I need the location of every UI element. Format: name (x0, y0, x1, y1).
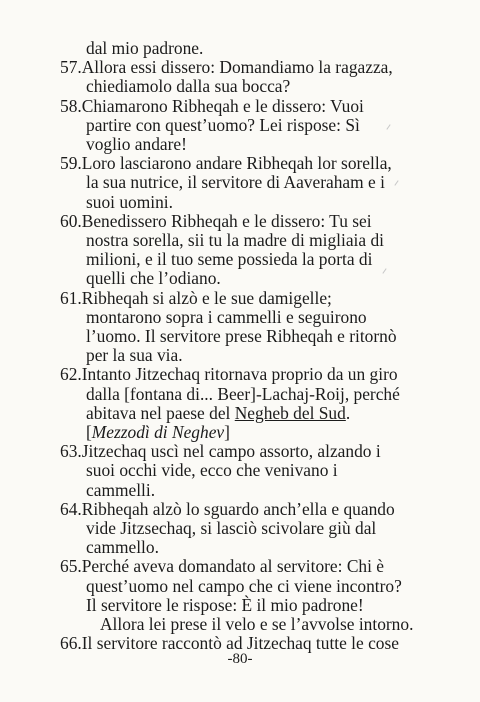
text-line: chiediamolo dalla sua bocca? (86, 76, 291, 97)
text-line: vide Jitzsechaq, si lasciò scivolare giù dal (86, 518, 377, 538)
verse-59: 59.Loro lasciarono andare Ribheqah lor sorella, (60, 153, 392, 174)
text-line (86, 403, 350, 423)
paper-speck (382, 268, 386, 273)
verse-60: 60.Benedissero Ribheqah e le dissero: Tu sei (60, 210, 372, 231)
verse-57: 57.Allora essi dissero: Domandiamo la ragazza, (60, 57, 393, 78)
page-number: -80- (227, 651, 253, 668)
text-line: cammelli. (86, 479, 156, 500)
verse-65: 65.Perché aveva domandato al servitore: Chi è (60, 556, 385, 577)
verse-58: 58.Chiamarono Ribheqah e le dissero: Vuoi (60, 95, 364, 116)
text-line: suoi occhi vide, ecco che venivano i (86, 460, 338, 481)
text-line: l’uomo. Il servitore prese Ribheqah e ritornò (86, 326, 397, 346)
text-line: milioni, e il tuo seme possieda la porta di (86, 249, 373, 270)
paper-speck (386, 124, 390, 129)
text-line: partire con quest’uomo? Lei rispose: Sì (86, 114, 360, 135)
text-line: per la sua via. (86, 345, 183, 366)
verse-62: 62.Intanto Jitzechaq ritornava proprio da un giro (60, 364, 398, 385)
text-line: montarono sopra i cammelli e seguirono (86, 306, 367, 327)
text-line: quest’uomo nel campo che ci viene incontro? (86, 575, 402, 596)
text-line: quelli che l’odiano. (86, 268, 221, 289)
paper-speck (394, 180, 398, 185)
text-line: Allora lei prese il velo e se l’avvolse intorno. (100, 614, 414, 634)
text-line: la sua nutrice, il servitore di Aaveraham e i (86, 172, 385, 193)
text-line: suoi uomini. (86, 191, 173, 212)
underlined-place-name: Negheb del Sud (234, 402, 346, 423)
text-line: dalla [fontana di... Beer]-Lachaj-Roij, perché (86, 383, 400, 404)
text-line: nostra sorella, sii tu la madre di migliaia di (86, 230, 384, 250)
text-line: dal mio padrone. (86, 38, 204, 58)
text-line: [Mezzodì di Neghev] (86, 422, 230, 442)
text-line: Il servitore le rispose: È il mio padrone! (86, 594, 364, 615)
verse-61: 61.Ribheqah si alzò e le sue damigelle; (60, 287, 332, 308)
text-line: voglio andare! (86, 134, 187, 154)
verse-66: 66.Il servitore raccontò ad Jitzechaq tutte le cose (60, 633, 399, 654)
verse-63: 63.Jitzechaq uscì nel campo assorto, alzando i (60, 441, 381, 462)
text-span: abitava nel paese del (86, 402, 231, 423)
italic-gloss: Mezzodì di Neghev (91, 422, 225, 442)
text-line: cammello. (86, 537, 159, 558)
verse-64: 64.Ribheqah alzò lo sguardo anch’ella e quando (60, 498, 395, 519)
text-span: . (345, 402, 351, 423)
